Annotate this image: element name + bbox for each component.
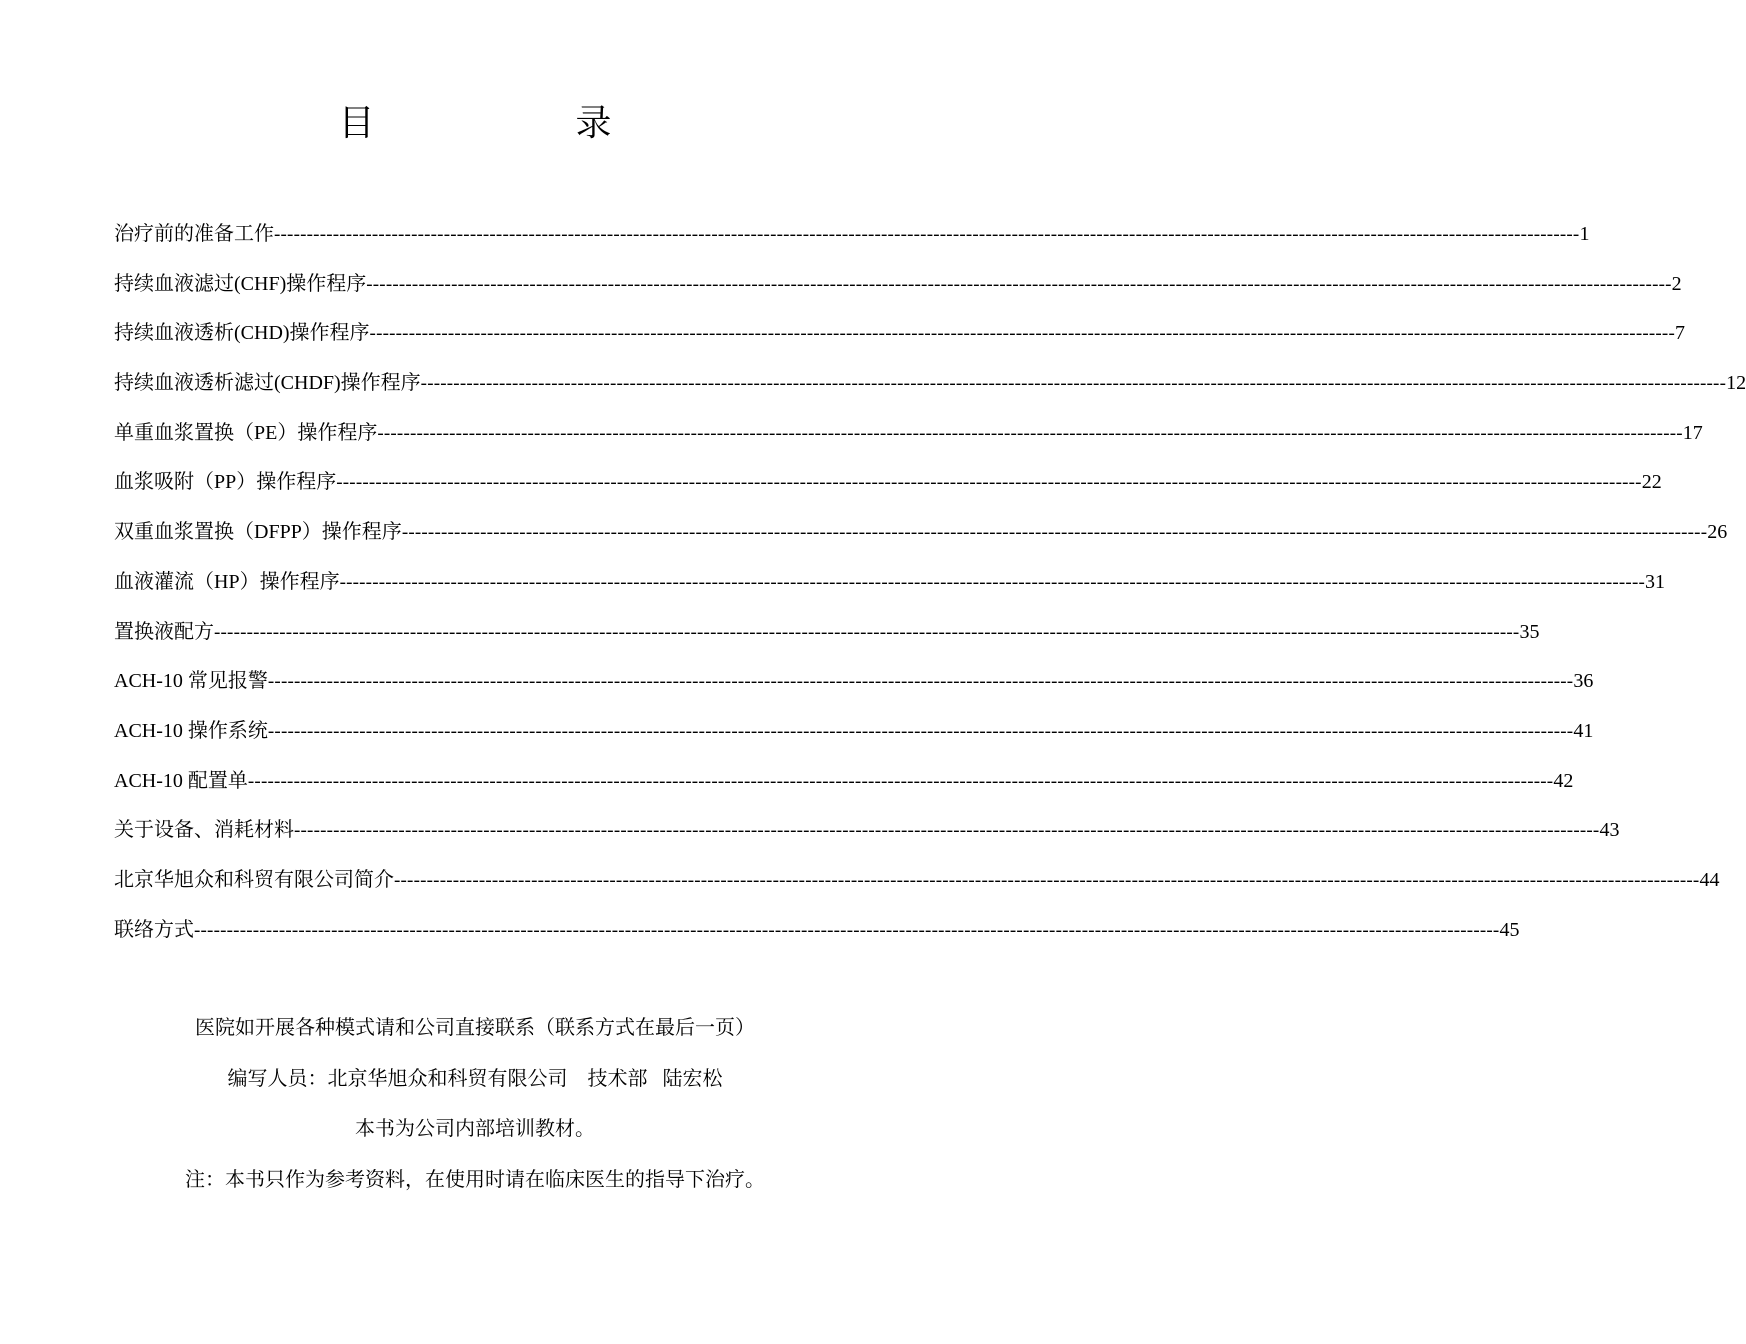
toc-entry-label: 单重血浆置换（PE）操作程序	[114, 421, 378, 444]
toc-entry-page: 12	[1726, 372, 1746, 395]
toc-leader: --------------------------------------------------------------------------------------------------------------------------------------------------------------------------------------------------------	[294, 820, 1600, 842]
toc-entry-page: 36	[1573, 670, 1594, 693]
toc-entry	[114, 315, 1685, 365]
notes-section	[0, 1010, 950, 1212]
toc-leader: --------------------------------------------------------------------------------------------------------------------------------------------------------------------------------------------------------	[401, 522, 1708, 544]
toc-entry-page: 2	[1671, 272, 1682, 295]
toc-entry-page: 41	[1573, 719, 1594, 742]
toc-entry-page: 44	[1699, 868, 1720, 891]
toc-leader: --------------------------------------------------------------------------------------------------------------------------------------------------------------------------------------------------------	[394, 869, 1700, 891]
toc-leader: --------------------------------------------------------------------------------------------------------------------------------------------------------------------------------------------------------	[336, 472, 1642, 494]
toc-entry	[114, 365, 1746, 415]
toc-leader: --------------------------------------------------------------------------------------------------------------------------------------------------------------------------------------------------------	[267, 671, 1574, 693]
toc-leader: --------------------------------------------------------------------------------------------------------------------------------------------------------------------------------------------------------	[267, 720, 1574, 742]
toc-leader: --------------------------------------------------------------------------------------------------------------------------------------------------------------------------------------------------------	[274, 224, 1580, 245]
toc-entry-label: 双重血浆置换（DFPP）操作程序	[114, 521, 402, 544]
toc-entry-page: 43	[1599, 819, 1620, 842]
toc-entry-page: 26	[1707, 521, 1728, 544]
internal-training-note: 本书为公司内部培训教材。	[355, 1118, 595, 1140]
toc-leader: --------------------------------------------------------------------------------------------------------------------------------------------------------------------------------------------------------	[214, 621, 1520, 643]
toc-entry-page: 7	[1674, 322, 1685, 345]
toc-entry-page: 42	[1553, 769, 1574, 792]
toc-entry-label: 血浆吸附（PP）操作程序	[114, 471, 337, 494]
toc-entry-label: 持续血液透析滤过(CHDF)操作程序	[114, 372, 421, 395]
toc-entry	[114, 763, 1574, 813]
toc-entry	[114, 812, 1620, 862]
toc-entry	[114, 713, 1594, 763]
toc-leader: --------------------------------------------------------------------------------------------------------------------------------------------------------------------------------------------------------	[194, 919, 1500, 941]
toc-entry	[114, 663, 1594, 713]
disclaimer-note: 注：本书只作为参考资料，在使用时请在临床医生的指导下治疗。	[185, 1168, 765, 1191]
toc-leader: --------------------------------------------------------------------------------------------------------------------------------------------------------------------------------------------------------	[247, 770, 1554, 792]
toc-entry-page: 45	[1499, 918, 1520, 941]
toc-entry-label: 血液灌流（HP）操作程序	[114, 570, 340, 593]
toc-entry	[114, 266, 1682, 316]
toc-entry	[114, 514, 1728, 564]
toc-entry	[114, 862, 1720, 912]
toc-leader: --------------------------------------------------------------------------------------------------------------------------------------------------------------------------------------------------------	[339, 571, 1646, 593]
toc-leader: --------------------------------------------------------------------------------------------------------------------------------------------------------------------------------------------------------	[369, 323, 1675, 345]
toc-entry-label: 持续血液透析(CHD)操作程序	[114, 322, 370, 345]
table-of-contents	[114, 216, 1746, 961]
toc-entry-page: 17	[1682, 421, 1703, 444]
toc-entry	[114, 912, 1520, 962]
toc-entry	[114, 464, 1662, 514]
toc-entry-label: ACH-10 操作系统	[114, 719, 268, 742]
toc-entry-label: ACH-10 配置单	[114, 769, 248, 792]
toc-entry-label: ACH-10 常见报警	[114, 670, 268, 693]
toc-leader: --------------------------------------------------------------------------------------------------------------------------------------------------------------------------------------------------------	[377, 422, 1683, 444]
toc-entry-label: 持续血液滤过(CHF)操作程序	[114, 272, 367, 295]
toc-entry-page: 1	[1579, 223, 1590, 245]
toc-entry-label: 治疗前的准备工作	[114, 223, 274, 245]
toc-entry-page: 31	[1645, 570, 1666, 593]
toc-entry	[114, 216, 1590, 266]
toc-entry-label: 关于设备、消耗材料	[114, 819, 294, 842]
toc-entry-label: 联络方式	[114, 918, 194, 941]
toc-leader: --------------------------------------------------------------------------------------------------------------------------------------------------------------------------------------------------------	[366, 273, 1672, 295]
toc-entry	[114, 415, 1703, 465]
authors-note: 编写人员：北京华旭众和科贸有限公司 技术部 陆宏松	[227, 1067, 723, 1090]
toc-entry-page: 22	[1641, 471, 1662, 494]
toc-entry-label: 北京华旭众和科贸有限公司简介	[114, 868, 394, 891]
toc-entry-label: 置换液配方	[114, 620, 214, 643]
toc-entry-page: 35	[1519, 620, 1540, 643]
toc-entry	[114, 614, 1540, 664]
page-title: 目 录	[338, 103, 708, 143]
toc-leader: --------------------------------------------------------------------------------------------------------------------------------------------------------------------------------------------------------	[420, 373, 1727, 395]
contact-note: 医院如开展各种模式请和公司直接联系（联系方式在最后一页）	[195, 1017, 755, 1039]
toc-entry	[114, 564, 1666, 614]
